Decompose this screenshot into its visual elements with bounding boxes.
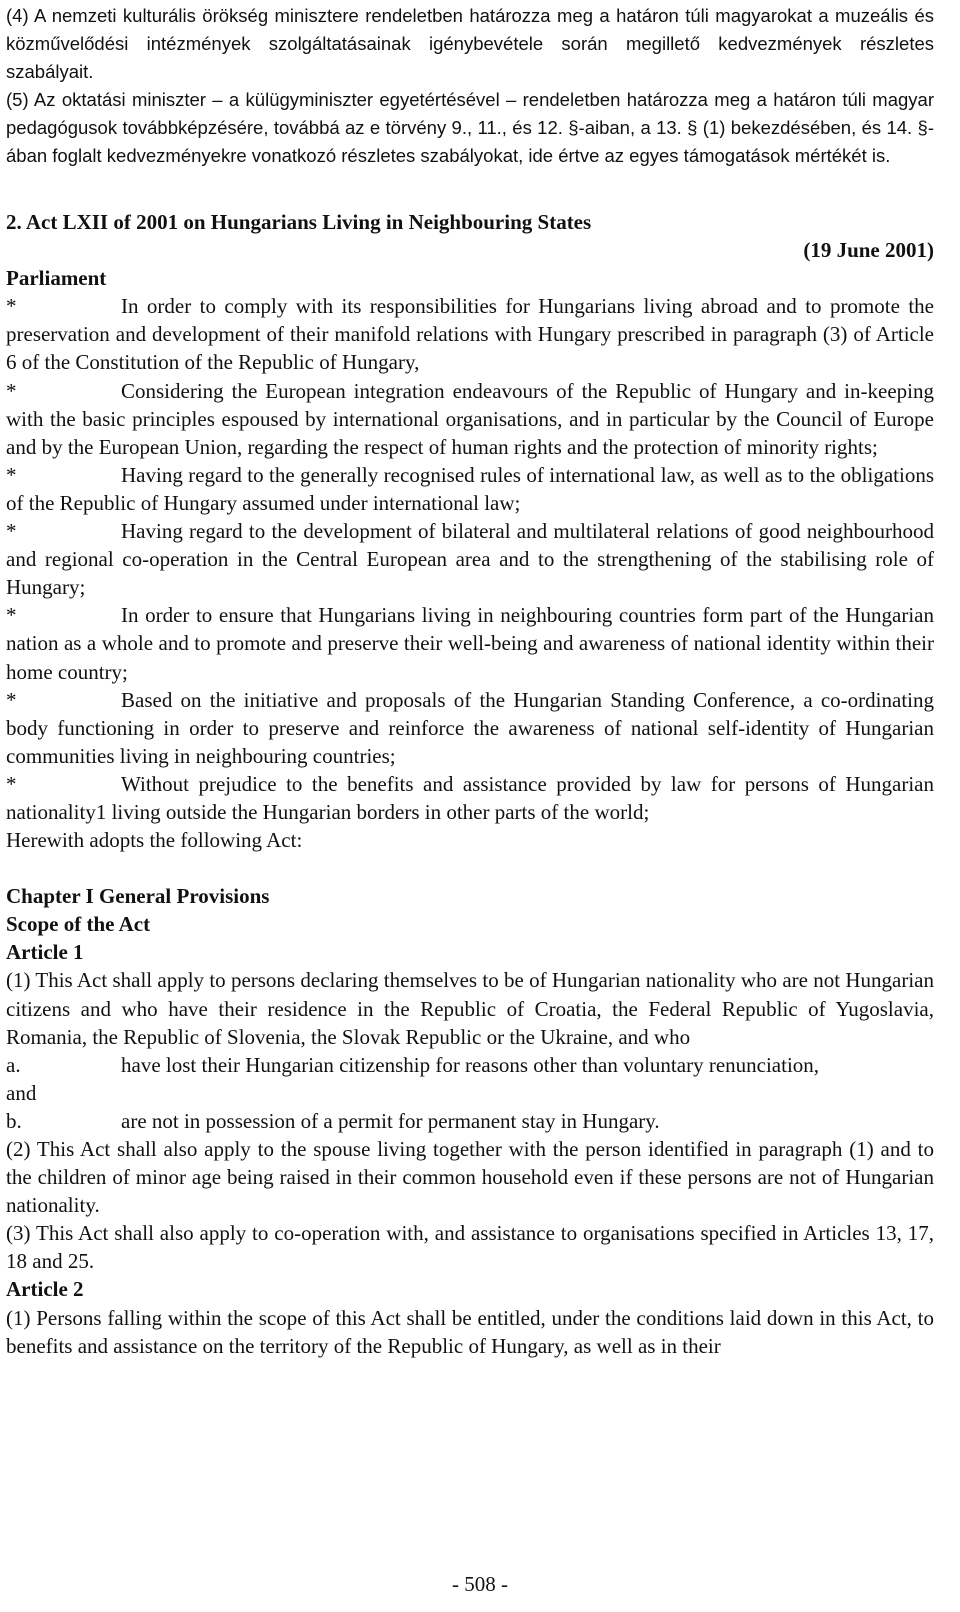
list-conjunction: and xyxy=(6,1080,37,1105)
list-marker: a. xyxy=(6,1052,21,1077)
recital: * In order to ensure that Hungarians living in neighbouring countries form part of the Hungarian nation as a whole and to promote and preserve their well-being and awareness of national identity within their home country; xyxy=(6,603,934,684)
list-item-b xyxy=(6,1107,934,1135)
act-title: 2. Act LXII of 2001 on Hungarians Living in Neighbouring States xyxy=(6,210,592,234)
article-1-paragraph-3: (3) This Act shall also apply to co-operation with, and assistance to organisations specified in Articles 13, 17, 18 and 25. xyxy=(6,1221,934,1274)
recitals xyxy=(6,292,934,826)
article-1-paragraph-1: (1) This Act shall apply to persons declaring themselves to be of Hungarian nationality who are not Hungarian citizens and who have their residence in the Republic of Croatia, the Federal Republic of Yugoslavia, Romania, the Republic of Slovenia, the Slovak Republic or the Ukraine, and who xyxy=(6,968,934,1049)
scope-heading: Scope of the Act xyxy=(6,912,151,937)
recital-mark: * xyxy=(6,378,17,403)
act-issuer: Parliament xyxy=(6,266,107,291)
recital-mark: * xyxy=(6,603,17,628)
list-text: have lost their Hungarian citizenship for reasons other than voluntary renunciation, xyxy=(121,1052,820,1077)
list-text: are not in possession of a permit for permanent stay in Hungary. xyxy=(121,1108,660,1133)
act-section xyxy=(6,208,934,1360)
recital-mark: * xyxy=(6,687,17,712)
recital-mark: * xyxy=(6,519,17,544)
list-marker: b. xyxy=(6,1108,22,1133)
recital-mark: * xyxy=(6,294,17,319)
adopts-statement: Herewith adopts the following Act: xyxy=(6,828,303,853)
recital-mark: * xyxy=(6,771,17,796)
spacer xyxy=(6,854,934,882)
article-2-paragraph-1: (1) Persons falling within the scope of this Act shall be entitled, under the conditions laid down in this Act, to benefits and assistance on the territory of the Republic of Hungary, as well as in their xyxy=(6,1305,934,1358)
recital: * Based on the initiative and proposals of the Hungarian Standing Conference, a co-ordinating body functioning in order to preserve and reinforce the awareness of national self-identity of Hungarian communities living in neighbouring countries; xyxy=(6,687,934,768)
page-number: - 508 - xyxy=(452,1572,508,1596)
recital: * Without prejudice to the benefits and assistance provided by law for persons of Hungarian nationality1 living outside the Hungarian borders in other parts of the world; xyxy=(6,771,934,824)
recital: * Having regard to the development of bilateral and multilateral relations of good neighbourhood and regional co-operation in the Central European area and to the strengthening of the stabilising role of Hungary; xyxy=(6,519,934,600)
article-2-heading: Article 2 xyxy=(6,1277,84,1302)
act-date: (19 June 2001) xyxy=(803,238,934,263)
article-1-heading: Article 1 xyxy=(6,940,84,965)
hungarian-paragraph-5: (5) Az oktatási miniszter – a külügyminiszter egyetértésével – rendeletben határozza meg a határon túli magyar pedagógusok továbbképzésére, továbbá az e törvény 9., 11., és 12. §-aiban, a 13. § (1) bekezdésében, és 14. §-ában foglalt kedvezményekre vonatkozó részletes szabályokat, ide értve az egyes támogatások mértékét is. xyxy=(6,89,934,166)
recital-mark: * xyxy=(6,462,17,487)
chapter-heading: Chapter I General Provisions xyxy=(6,884,270,909)
article-1-paragraph-2: (2) This Act shall also apply to the spouse living together with the person identified in paragraph (1) and to the children of minor age being raised in their common household even if these persons are not of Hungarian nationality. xyxy=(6,1137,934,1218)
list-item-a xyxy=(6,1051,934,1079)
recital: * In order to comply with its responsibilities for Hungarians living abroad and to promote the preservation and development of their manifold relations with Hungary prescribed in paragraph (3) of Article 6 of the Constitution of the Republic of Hungary, xyxy=(6,294,934,375)
hungarian-paragraph-4: (4) A nemzeti kulturális örökség minisztere rendeletben határozza meg a határon túli magyarokat a muzeális és közművelődési intézmények szolgáltatásainak igénybevétele során megillető kedvezmények részletes szabályait. xyxy=(6,5,934,82)
recital: * Considering the European integration endeavours of the Republic of Hungary and in-keeping with the basic principles espoused by international organisations, and in particular by the Council of Europe and by the European Union, regarding the respect of human rights and the protection of minority rights; xyxy=(6,378,934,459)
hungarian-section xyxy=(6,0,934,170)
recital: * Having regard to the generally recognised rules of international law, as well as to the obligations of the Republic of Hungary assumed under international law; xyxy=(6,462,934,515)
